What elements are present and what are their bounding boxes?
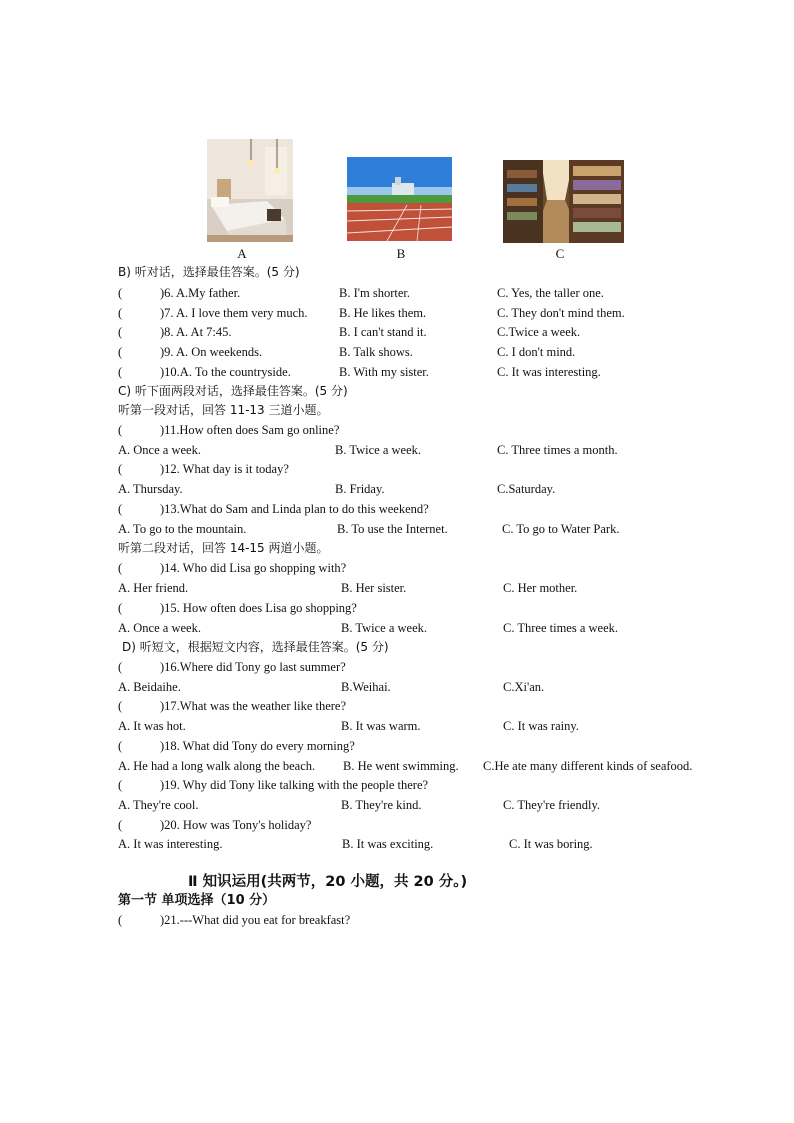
option-b: B. With my sister. (339, 365, 429, 379)
question-text: )20. How was Tony's holiday? (160, 818, 312, 832)
picture-a-label: A (237, 246, 247, 261)
answer-paren: ( (118, 306, 123, 320)
answer-paren: ( (118, 660, 123, 674)
option-c: C. To go to Water Park. (502, 522, 620, 536)
option-a: A. Once a week. (118, 621, 201, 635)
part-2-heading: Ⅱ 知识运用(共两节，20 小题，共 20 分。) (188, 874, 468, 890)
section-c-sub1: 听第一段对话，回答 11-13 三道小题。 (118, 403, 329, 417)
option-c: C. Three times a week. (503, 621, 619, 635)
option-c: C. Yes, the taller one. (497, 286, 604, 300)
option-b: B. Twice a week. (335, 443, 422, 457)
section-c-heading: C) 听下面两段对话，选择最佳答案。(5 分) (118, 384, 348, 398)
option-b: B. Friday. (335, 482, 385, 496)
option-b: B. I'm shorter. (339, 286, 410, 300)
part-2-subheading: 第一节 单项选择（10 分） (118, 893, 276, 908)
option-b: B. To use the Internet. (337, 522, 448, 536)
option-c: C. Three times a month. (497, 443, 618, 457)
option-a: A. It was interesting. (118, 837, 223, 851)
picture-c-label: C (555, 246, 565, 261)
answer-paren: ( (118, 739, 123, 753)
answer-paren: ( (118, 286, 123, 300)
option-b: B. It was warm. (341, 719, 421, 733)
answer-paren: ( (118, 778, 123, 792)
answer-paren: ( (118, 325, 123, 339)
option-a: A. Her friend. (118, 581, 189, 595)
option-b: B. It was exciting. (342, 837, 434, 851)
option-a: A. He had a long walk along the beach. (118, 759, 316, 773)
option-c: C.Xi'an. (503, 680, 545, 694)
answer-paren: ( (118, 462, 123, 476)
option-a: A. It was hot. (118, 719, 186, 733)
option-b: B. He went swimming. (343, 759, 459, 773)
question-text: )8. A. At 7:45. (160, 325, 232, 339)
question-text: )21.---What did you eat for breakfast? (160, 913, 351, 927)
answer-paren: ( (118, 818, 123, 832)
question-text: )7. A. I love them very much. (160, 306, 308, 320)
option-a: A. Thursday. (118, 482, 183, 496)
option-b: B. Twice a week. (341, 621, 428, 635)
section-c-sub2: 听第二段对话，回答 14-15 两道小题。 (118, 541, 329, 555)
question-text: )17.What was the weather like there? (160, 699, 347, 713)
option-c: C.Saturday. (497, 482, 556, 496)
option-a: A. They're cool. (118, 798, 199, 812)
question-text: )10.A. To the countryside. (160, 365, 291, 379)
option-a: A. To go to the mountain. (118, 522, 247, 536)
option-b: B. Her sister. (341, 581, 407, 595)
section-d-heading: D) 听短文，根据短文内容，选择最佳答案。(5 分) (122, 640, 389, 654)
option-c: C. It was interesting. (497, 365, 601, 379)
question-text: )14. Who did Lisa go shopping with? (160, 561, 347, 575)
answer-paren: ( (118, 345, 123, 359)
question-text: )6. A.My father. (160, 286, 241, 300)
option-c: C. Her mother. (503, 581, 578, 595)
option-a: A. Once a week. (118, 443, 201, 457)
option-c: C.Twice a week. (497, 325, 581, 339)
question-text: )15. How often does Lisa go shopping? (160, 601, 357, 615)
option-c: C. They're friendly. (503, 798, 601, 812)
option-c: C. It was rainy. (503, 719, 579, 733)
answer-paren: ( (118, 601, 123, 615)
question-text: )18. What did Tony do every morning? (160, 739, 355, 753)
answer-paren: ( (118, 423, 123, 437)
answer-paren: ( (118, 913, 123, 927)
question-text: )11.How often does Sam go online? (160, 423, 340, 437)
answer-paren: ( (118, 365, 123, 379)
picture-c-library (503, 160, 624, 243)
answer-paren: ( (118, 502, 123, 516)
option-b: B. I can't stand it. (339, 325, 427, 339)
section-b-heading: B) 听对话，选择最佳答案。(5 分) (118, 265, 300, 279)
option-b: B. He likes them. (339, 306, 427, 320)
option-c: C. They don't mind them. (497, 306, 625, 320)
picture-a-bedroom (207, 139, 293, 242)
option-b: B. Talk shows. (339, 345, 413, 359)
answer-paren: ( (118, 561, 123, 575)
option-b: B. They're kind. (341, 798, 422, 812)
question-text: )9. A. On weekends. (160, 345, 263, 359)
question-text: )19. Why did Tony like talking with the people there? (160, 778, 429, 792)
option-c: C. It was boring. (509, 837, 593, 851)
option-c: C. I don't mind. (497, 345, 576, 359)
question-text: )12. What day is it today? (160, 462, 289, 476)
picture-b-label: B (396, 246, 406, 261)
question-text: )13.What do Sam and Linda plan to do this weekend? (160, 502, 429, 516)
question-text: )16.Where did Tony go last summer? (160, 660, 346, 674)
picture-b-stadium (347, 157, 452, 241)
answer-paren: ( (118, 699, 123, 713)
option-a: A. Beidaihe. (118, 680, 181, 694)
option-c: C.He ate many different kinds of seafood. (483, 759, 693, 773)
option-b: B.Weihai. (341, 680, 391, 694)
